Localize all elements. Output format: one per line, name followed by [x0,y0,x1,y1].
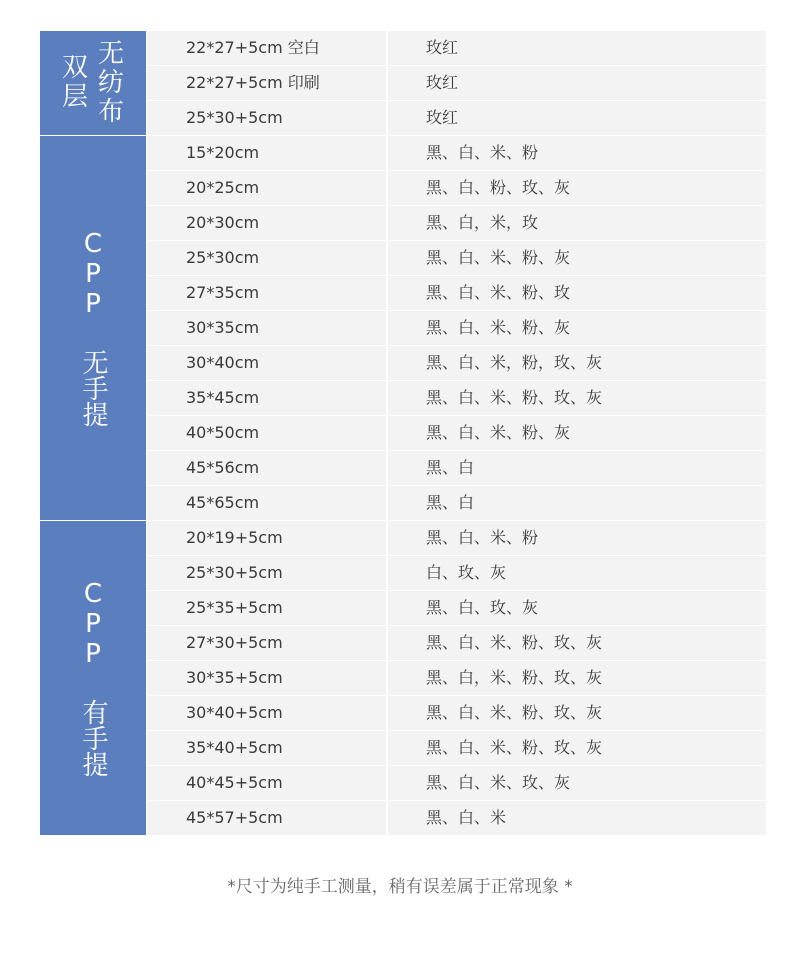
color-cell: 黑、白、米、粉、灰 [388,241,766,275]
table-row [146,276,766,310]
table-row [146,626,766,660]
table-row [146,486,766,520]
color-cell: 黑、白，米，玫 [388,206,766,240]
size-cell: 25*30+5cm [147,101,386,135]
group-cpp-with-handle [40,521,766,835]
size-cell: 25*30cm [147,241,386,275]
color-cell: 黑、白、米、玫、灰 [388,766,766,800]
size-cell: 25*35+5cm [147,591,386,625]
size-cell: 22*27+5cm 印刷 [147,66,386,100]
table-row [146,766,766,800]
size-cell: 20*19+5cm [147,521,386,555]
size-cell: 22*27+5cm 空白 [147,31,386,65]
label-char: 层 [61,81,88,112]
label-char: 无 [97,38,124,69]
group-label-grid [57,40,129,127]
table-row [146,801,766,835]
table-row [146,661,766,695]
color-cell: 玫红 [388,31,766,65]
table-row [146,591,766,625]
group-rows [146,31,766,135]
color-cell: 玫红 [388,66,766,100]
color-cell: 黑、白、米、粉 [388,521,766,555]
group-nonwoven [40,31,766,135]
color-cell: 黑、白，米、粉、玫、灰 [388,661,766,695]
size-cell: 30*35+5cm [147,661,386,695]
color-cell: 黑、白、米、粉、玫、灰 [388,626,766,660]
color-cell: 黑、白 [388,486,766,520]
size-cell: 20*30cm [147,206,386,240]
size-cell: 35*45cm [147,381,386,415]
table-row [146,311,766,345]
color-cell: 黑、白、米、粉、灰 [388,416,766,450]
table-row [146,171,766,205]
group-rows [146,136,766,520]
label-char: 纺 [97,67,124,98]
group-label-text: CPP 无手提 [78,229,108,427]
size-cell: 15*20cm [147,136,386,170]
table-row [146,556,766,590]
size-cell: 25*30+5cm [147,556,386,590]
table-row [146,696,766,730]
color-cell: 黑、白、玫、灰 [388,591,766,625]
color-cell: 黑、白、米，粉，玫、灰 [388,346,766,380]
label-char: 布 [97,96,124,127]
color-cell: 黑、白、粉、玫、灰 [388,171,766,205]
group-cpp-no-handle [40,136,766,520]
group-label-cpp-with-handle [40,521,146,835]
size-cell: 27*35cm [147,276,386,310]
table-row [146,731,766,765]
table-row [146,521,766,555]
color-cell: 黑、白、米、粉 [388,136,766,170]
size-cell: 30*40cm [147,346,386,380]
table-row [146,101,766,135]
group-rows [146,521,766,835]
size-cell: 30*35cm [147,311,386,345]
color-cell: 黑、白、米、粉、玫、灰 [388,731,766,765]
size-cell: 35*40+5cm [147,731,386,765]
color-cell: 黑、白、米、粉、灰 [388,311,766,345]
color-cell: 黑、白、米、粉、玫、灰 [388,381,766,415]
size-cell: 45*65cm [147,486,386,520]
size-cell: 40*50cm [147,416,386,450]
size-cell: 40*45+5cm [147,766,386,800]
size-cell: 20*25cm [147,171,386,205]
table-row [146,136,766,170]
group-label-text: CPP 有手提 [78,579,108,777]
footnote: *尺寸为纯手工测量，稍有误差属于正常现象 * [227,877,573,897]
table-row [146,381,766,415]
color-cell: 黑、白 [388,451,766,485]
table-row [146,66,766,100]
table-row [146,31,766,65]
color-cell: 黑、白、米、粉、玫、灰 [388,696,766,730]
color-cell: 黑、白、米 [388,801,766,835]
size-cell: 45*57+5cm [147,801,386,835]
color-cell: 黑、白、米、粉、玫 [388,276,766,310]
label-char: 双 [61,52,88,83]
size-cell: 45*56cm [147,451,386,485]
group-label-cpp-no-handle [40,136,146,520]
table-row [146,416,766,450]
table-row [146,451,766,485]
size-cell: 30*40+5cm [147,696,386,730]
size-color-table [40,31,766,835]
size-cell: 27*30+5cm [147,626,386,660]
color-cell: 玫红 [388,101,766,135]
table-row [146,346,766,380]
group-label-nonwoven [40,31,146,135]
table-row [146,206,766,240]
color-cell: 白、玫、灰 [388,556,766,590]
table-row [146,241,766,275]
